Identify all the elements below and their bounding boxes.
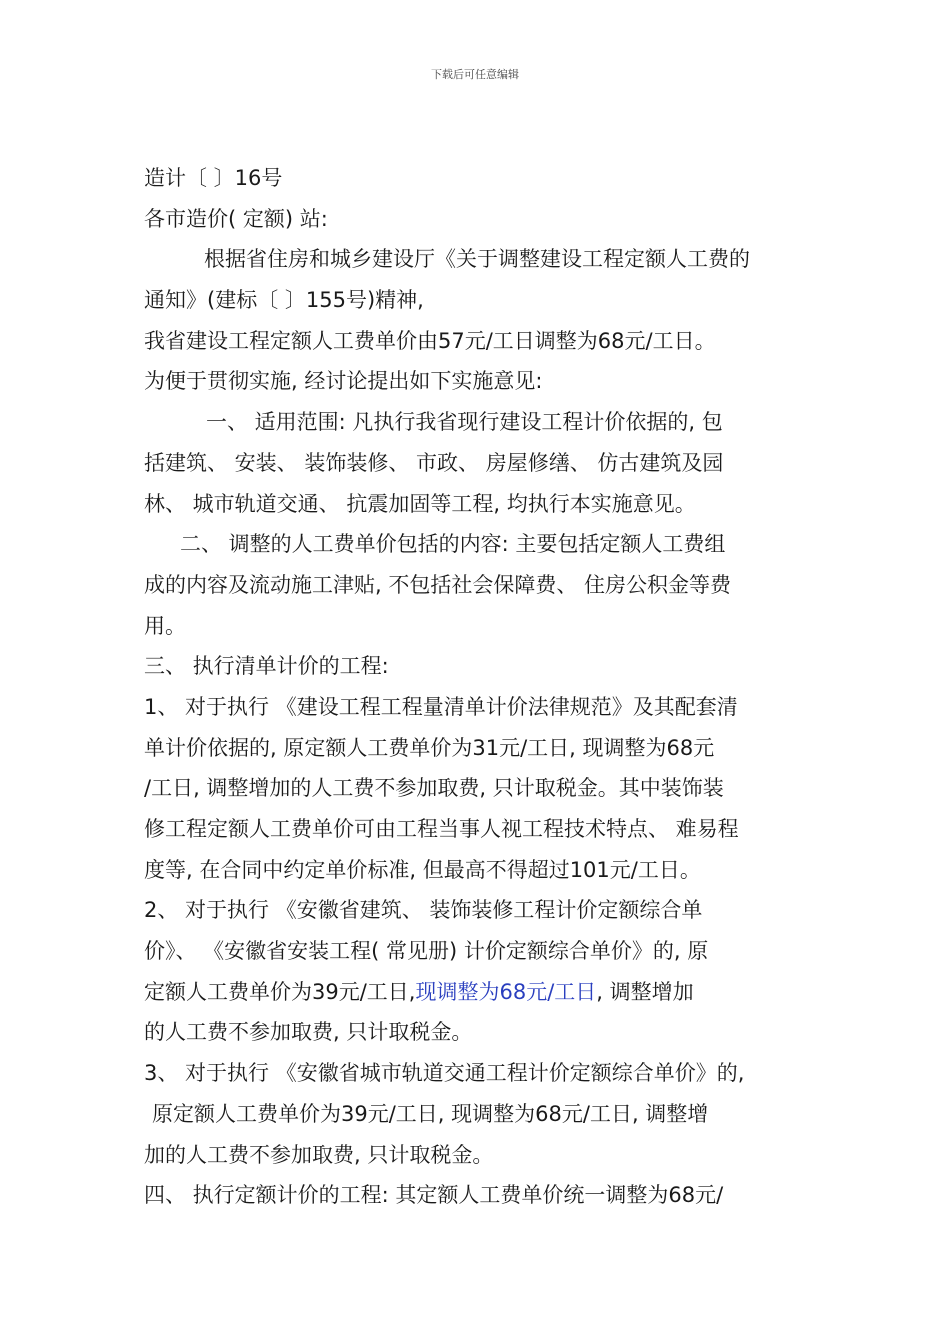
section-4-line: 四、 执行定额计价的工程: 其定额人工费单价统一调整为68元/ (144, 1183, 724, 1208)
item-2-text-before: 定额人工费单价为39元/工日, (144, 979, 416, 1004)
intro-line: 根据省住房和城乡建设厅《关于调整建设工程定额人工费的 (204, 247, 750, 272)
item-2-line (144, 972, 814, 1013)
section-2-line: 二、 调整的人工费单价包括的内容: 主要包括定额人工费组 (180, 532, 726, 557)
section-2-line: 成的内容及流动施工津贴, 不包括社会保障费、 住房公积金等费 (144, 572, 732, 597)
item-1-line: 修工程定额人工费单价可由工程当事人视工程技术特点、 难易程 (144, 817, 739, 841)
item-2-text-after: , 调整增加 (596, 979, 694, 1004)
item-1-line: /工日, 调整增加的人工费不参加取费, 只计取税金。其中装饰装 (144, 776, 724, 801)
section-2-line: 用。 (144, 613, 186, 638)
item-1-line: 度等, 在合同中约定单价标准, 但最高不得超过101元/工日。 (144, 857, 701, 882)
item-2-line: 2、 对于执行 《安徽省建筑、 装饰装修工程计价定额综合单 (144, 898, 703, 923)
section-3-title: 三、 执行清单计价的工程: (144, 654, 389, 679)
item-3-line: 原定额人工费单价为39元/工日, 现调整为68元/工日, 调整增 (152, 1101, 709, 1126)
item-1-line: 单计价依据的, 原定额人工费单价为31元/工日, 现调整为68元 (144, 735, 715, 760)
section-1-line: 括建筑、 安装、 装饰装修、 市政、 房屋修缮、 仿古建筑及园 (144, 450, 724, 475)
item-3-line: 3、 对于执行 《安徽省城市轨道交通工程计价定额综合单价》的, (144, 1061, 745, 1086)
item-2-line: 的人工费不参加取费, 只计取税金。 (144, 1020, 473, 1045)
section-1-line: 一、 适用范围: 凡执行我省现行建设工程计价依据的, 包 (206, 410, 723, 435)
document-number: 造计〔 〕16号 (144, 166, 283, 190)
item-3-line: 加的人工费不参加取费, 只计取税金。 (144, 1142, 494, 1167)
recipient-line: 各市造价( 定额) 站: (144, 206, 328, 231)
intro-line: 我省建设工程定额人工费单价由57元/工日调整为68元/工日。 (144, 328, 716, 353)
intro-line: 为便于贯彻实施, 经讨论提出如下实施意见: (144, 369, 543, 394)
section-1-line: 林、 城市轨道交通、 抗震加固等工程, 均执行本实施意见。 (144, 491, 696, 516)
item-2-line: 价》、 《安徽省安装工程( 常见册) 计价定额综合单价》的, 原 (144, 939, 709, 964)
intro-line: 通知》(建标〔 〕155号)精神, (144, 288, 424, 313)
page-header: 下载后可任意编辑 (431, 68, 519, 81)
item-1-line: 1、 对于执行 《建设工程工程量清单计价法律规范》及其配套清 (144, 694, 738, 719)
document-body (144, 158, 814, 1216)
highlighted-rate-text: 现调整为68元/工日 (415, 979, 597, 1004)
